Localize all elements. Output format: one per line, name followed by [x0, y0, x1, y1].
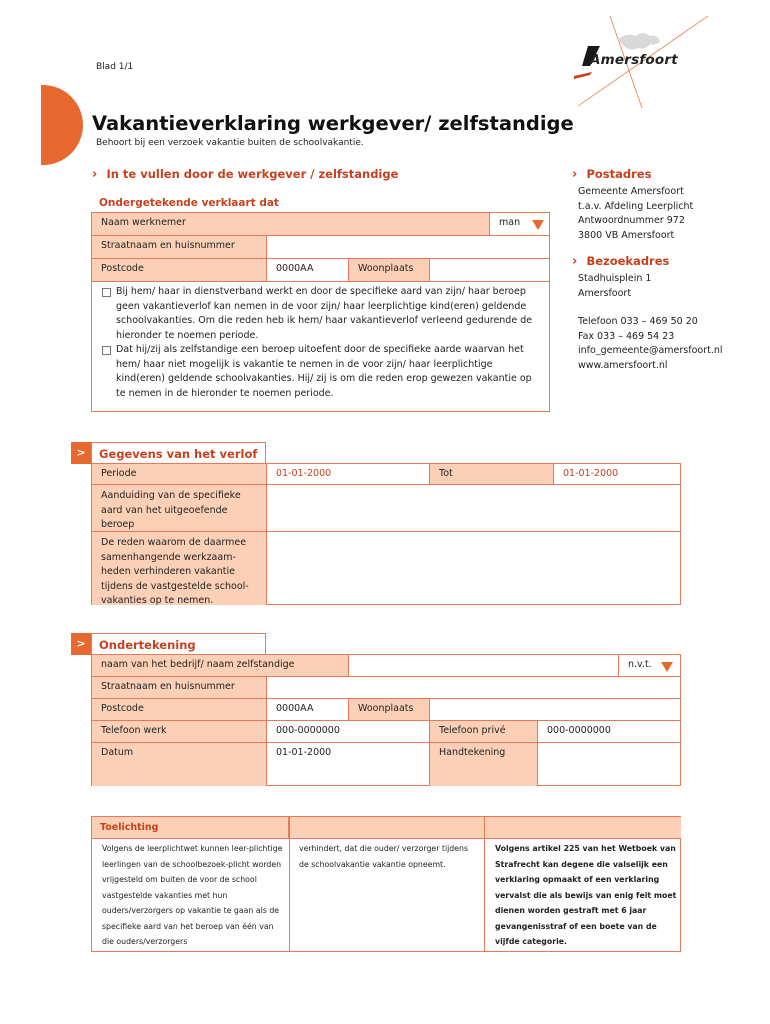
- chevron-right-icon: ›: [92, 167, 98, 182]
- postcode-label: Postcode: [92, 259, 267, 282]
- postadres-heading: › Postadres: [572, 167, 652, 182]
- bezoekadres-line: Stadhuisplein 1: [578, 273, 652, 284]
- ondertekening-marker: >: [71, 633, 91, 655]
- verlof-heading: Gegevens van het verlof: [91, 442, 266, 464]
- employer-heading: › In te vullen door de werkgever / zelfstandige: [92, 167, 399, 182]
- dropdown-arrow-icon: [661, 662, 673, 672]
- email-link[interactable]: info_gemeente@amersfoort.nl: [578, 345, 723, 356]
- decorative-half-circle: [41, 85, 83, 165]
- profession-input[interactable]: [267, 485, 681, 532]
- verlof-form: [91, 463, 681, 605]
- ondertekening-form: [91, 654, 681, 786]
- page-title: Vakantieverklaring werkgever/ zelfstandige: [92, 112, 574, 135]
- period-from-input[interactable]: 01-01-2000: [267, 464, 430, 485]
- employee-name-label: Naam werknemer: [92, 213, 490, 236]
- phone-private-label: Telefoon privé: [430, 721, 538, 743]
- postadres-line: Antwoordnummer 972: [578, 215, 685, 226]
- logo-text: Amersfoort: [590, 52, 678, 68]
- toelichting-col-3: Volgens artikel 225 van het Wetboek van Strafrecht kan degene die valselijk een verklaring opmaakt of een verklaring vervalst die als bewijs van enig feit moet dienen worden gestraft met 6 jaar gevangenisstraf of een boete van de vijfde categorie.: [495, 844, 677, 946]
- reason-input[interactable]: [267, 532, 681, 605]
- bezoekadres-heading: › Bezoekadres: [572, 254, 670, 269]
- checkbox-self-employed[interactable]: [102, 346, 111, 355]
- gender-select[interactable]: man: [490, 213, 550, 236]
- street-input[interactable]: [267, 236, 550, 259]
- to-label: Tot: [430, 464, 554, 485]
- profession-label: Aanduiding van de specifieke aard van het uitgeoefende beroep: [92, 485, 267, 532]
- company-label: naam van het bedrijf/ naam zelfstandige: [92, 655, 349, 677]
- dropdown-arrow-icon: [532, 220, 544, 230]
- postadres-block: [572, 163, 752, 243]
- bezoekadres-block: [572, 250, 762, 373]
- phone-work-input[interactable]: 000-0000000: [267, 721, 430, 743]
- toelichting-col-1: Volgens de leerplichtwet kunnen leer-plichtige leerlingen van de schoolbezoek-plicht worden vrijgesteld om buiten de voor de school vastgestelde vakanties met hun ouders/verzorgers op vakantie te gaan als de specifieke aard van het beroep van één van die ouders/verzorgers: [102, 844, 283, 946]
- sheet-number: Blad 1/1: [96, 62, 134, 72]
- verlof-marker: >: [71, 442, 91, 464]
- column-divider: [289, 817, 290, 951]
- bezoekadres-line: Amersfoort: [578, 287, 632, 299]
- street-label: Straatnaam en huisnummer: [92, 236, 267, 259]
- option-self-employed: Dat hij/zij als zelfstandige een beroep uitoefent door de specifieke aarde waarvan het hem/ haar niet mogelijk is vakantie te nemen in de voor zijn/ haar leerplichtige kind(eren) geldende schoolvakanties. Hij/ zij is om die reden erop gewezen vakantie op te nemen in de hieronder te noemen periode.: [102, 343, 542, 401]
- toelichting-heading: Toelichting: [92, 817, 289, 839]
- postadres-line: t.a.v. Afdeling Leerplicht: [578, 200, 694, 212]
- date-label: Datum: [92, 743, 267, 786]
- sign-postcode-label: Postcode: [92, 699, 267, 721]
- sign-postcode-input[interactable]: 0000AA: [267, 699, 349, 721]
- period-to-input[interactable]: 01-01-2000: [554, 464, 681, 485]
- period-label: Periode: [92, 464, 267, 485]
- option-employee: Bij hem/ haar in dienstverband werkt en door de specifieke aard van zijn/ haar beroep geen vakantieverlof kan nemen in de voor zijn/ haar leerplichtige kind(eren) geldende schoolvakanties. Om die reden heb ik hem/ haar vakantieverlof verleend gedurende de hieronder te noemen periode.: [102, 285, 542, 343]
- checkbox-employee[interactable]: [102, 288, 111, 297]
- sign-city-label: Woonplaats: [349, 699, 430, 721]
- phone-private-input[interactable]: 000-0000000: [538, 721, 681, 743]
- city-label: Woonplaats: [349, 259, 430, 282]
- toelichting-box: [91, 816, 681, 952]
- postcode-input[interactable]: 0000AA: [267, 259, 349, 282]
- website-link[interactable]: www.amersfoort.nl: [578, 359, 668, 371]
- phone-work-label: Telefoon werk: [92, 721, 267, 743]
- postadres-line: Gemeente Amersfoort: [578, 186, 684, 197]
- ondertekening-heading: Ondertekening: [91, 633, 266, 655]
- column-divider: [484, 817, 485, 951]
- chevron-right-icon: ›: [572, 167, 578, 182]
- employer-form: [91, 212, 550, 412]
- sign-street-input[interactable]: [267, 677, 681, 699]
- employer-subheading: Ondergetekende verklaart dat: [99, 197, 279, 209]
- fax-number: Fax 033 – 469 54 23: [578, 330, 675, 342]
- toelichting-header-fill: [289, 817, 681, 839]
- signature-input[interactable]: [538, 743, 681, 786]
- sign-city-input[interactable]: [430, 699, 681, 721]
- company-input[interactable]: [349, 655, 619, 677]
- postadres-line: 3800 VB Amersfoort: [578, 229, 675, 241]
- date-input[interactable]: 01-01-2000: [267, 743, 430, 786]
- toelichting-col-2: verhindert, dat die ouder/ verzorger tijdens de schoolvakantie vakantie opneemt.: [299, 844, 469, 869]
- chevron-right-icon: ›: [572, 254, 578, 269]
- signature-label: Handtekening: [430, 743, 538, 786]
- page-subtitle: Behoort bij een verzoek vakantie buiten de schoolvakantie.: [96, 138, 364, 148]
- city-input[interactable]: [430, 259, 550, 282]
- phone-number: Telefoon 033 – 469 50 20: [578, 316, 698, 327]
- amersfoort-logo: [560, 16, 720, 108]
- reason-label: De reden waarom de daarmee samenhangende werkzaam-heden verhinderen vakantie tijdens de vastgestelde school-vakanties op te nemen.: [92, 532, 267, 605]
- company-select[interactable]: n.v.t.: [619, 655, 681, 677]
- sign-street-label: Straatnaam en huisnummer: [92, 677, 267, 699]
